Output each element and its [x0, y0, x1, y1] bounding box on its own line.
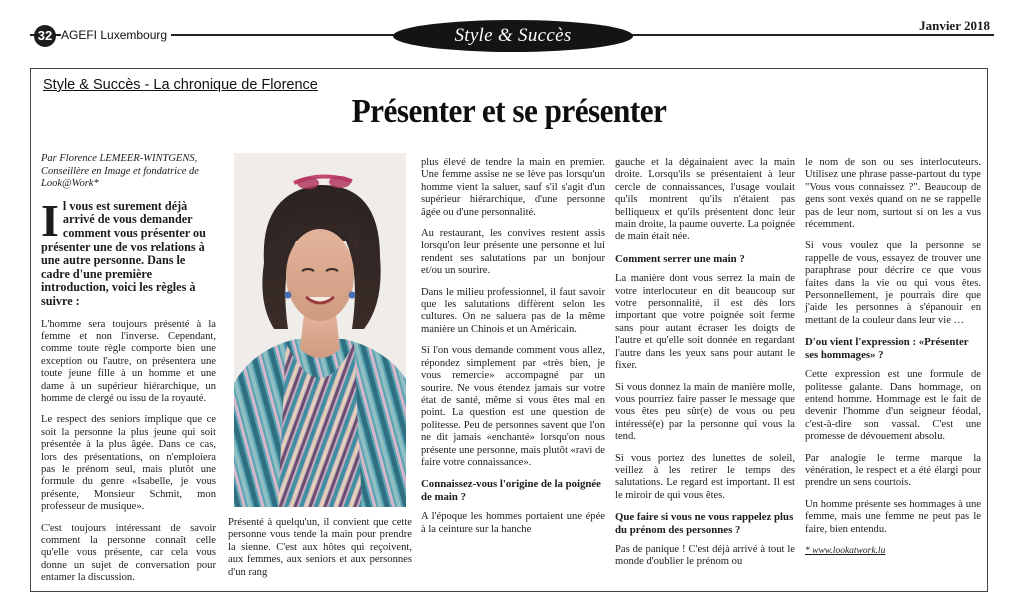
- paragraph: Dans le milieu professionnel, il faut savoir que les salutations diffèrent selon les cultures. On ne saluera pas de la même manière un Chinois et un Américain.: [421, 286, 605, 335]
- publication-name: AGEFI Luxembourg: [61, 28, 171, 42]
- column-3: [421, 157, 605, 545]
- paragraph: L'homme sera toujours présenté à la femme et non l'inverse. Cependant, comme toute règle comporte bien une exception ou l'autre, on présentera une toute jeune fille à un homme et une dame à un supérieur hiérarchique, un homme de clergé ou issu de la royauté.: [41, 318, 216, 404]
- byline: Par Florence LEMEER-WINTGENS, Conseillère en Image et fondatrice de Look@Work*: [41, 153, 199, 190]
- paragraph: Si l'on vous demande comment vous allez, répondez simplement par «très bien, je vous remercie» accompagné par un sourire. Ne vous étendez jamais sur votre état de santé, même si vous êtes mal en point. La question est une question de politesse. Peu de personnes savent que l'on ne dit jamais «enchanté» lorsqu'on nous présente une personne, mais plutôt «ravi de faire votre connaissance».: [421, 345, 605, 468]
- paragraph: Si vous donnez la main de manière molle, vous pourriez faire passer le message que vous êtes peu sûr(e) de vous ou peu intéressé(e) par la personne qui vous la tend.: [615, 381, 795, 443]
- subheading: Comment serrer une main ?: [615, 252, 745, 265]
- paragraph: C'est toujours intéressant de savoir comment la personne connaît celle qu'elle vous présente, car cela vous donne un sujet de conversation pour entamer la discussion.: [41, 522, 216, 584]
- paragraph: Pas de panique ! C'est déjà arrivé à tout le monde d'oublier le prénom ou: [615, 543, 795, 568]
- paragraph: Un homme présente ses hommages à une femme, mais une femme ne peut pas le faire, bien entendu.: [805, 498, 981, 535]
- paragraph: le nom de son ou ses interlocuteurs. Utilisez une phrase passe-partout du type "Vous vous connaissez ?". Beaucoup de gens sont vexés quand on ne se rappelle pas de leur nom, surtout si on les a vus récemment.: [805, 157, 981, 231]
- paragraph: plus élevé de tendre la main en premier. Une femme assise ne se lève pas lorsqu'un homme vient la saluer, sauf s'il s'agit d'un supérieur hiérarchique, d'une personne âgée ou d'une personnalité.: [421, 157, 605, 218]
- footnote-link[interactable]: * www.lookatwork.lu: [805, 545, 886, 556]
- column-2: [228, 517, 412, 588]
- chronicle-title: Style & Succès - La chronique de Florence: [43, 77, 318, 93]
- paragraph: Le respect des seniors implique que ce soit la personne la plus jeune qui soit présentée à la plus âgée. Dans ce cas, lors des présentations, on n'emploiera pas le prénom seul, mais plutôt une formule du genre «Isabelle, je vous présente, Monsieur Schmit, mon professeur de musique».: [41, 414, 216, 513]
- section-rubric: Style & Succès: [393, 20, 633, 52]
- intro-paragraph: [41, 194, 216, 309]
- intro-text: l vous est surement déjà arrivé de vous demander comment vous présenter ou présenter une de vos relations à une autre personne. Dans le cadre d'une première introduction, voici les règles à suivre :: [41, 198, 206, 308]
- column-5: [805, 157, 981, 566]
- subheading: Connaissez-vous l'origine de la poignée de main ?: [421, 478, 601, 503]
- column-1: [41, 153, 216, 594]
- paragraph: Cette expression est une formule de politesse galante. Dans hommage, on entend homme. Hommage est le fait de devenir l'homme d'un seigneur féodal, c'est-à-dire son vassal. C'est une promesse de dévouement absolu.: [805, 369, 981, 443]
- page-number: 32: [34, 25, 56, 47]
- issue-date: Janvier 2018: [915, 18, 990, 34]
- article-frame: [30, 68, 988, 592]
- subheading: D'ou vient l'expression : «Présenter ses hommages» ?: [805, 336, 969, 361]
- paragraph: Si vous voulez que la personne se rappelle de vous, essayez de trouver une paraphrase pour décrire ce que vous faites dans la vie ou qui vous êtes. Personnellement, je pourrais dire que j'aide les personnes à s'épanouir en mettant de la couleur dans leur vie …: [805, 240, 981, 326]
- paragraph: Au restaurant, les convives restent assis lorsqu'on leur présente une personne et lui rendent ses salutations par un bonjour et/ou un sourire.: [421, 228, 605, 277]
- paragraph: A l'époque les hommes portaient une épée à la ceinture sur la hanche: [421, 511, 605, 535]
- paragraph: La manière dont vous serrez la main de votre interlocuteur en dit beaucoup sur votre personnalité, il est dès lors important que votre poignée soit ferme sans pour autant écraser les doigts de l'autre et qu'elle soit donnée en regardant l'autre dans les yeux sans pour autant le fixer.: [615, 273, 795, 372]
- portrait-illustration: [234, 153, 406, 507]
- column-4: [615, 157, 795, 578]
- author-portrait: [234, 153, 406, 507]
- paragraph: Si vous portez des lunettes de soleil, veillez à les retirer le temps des salutations. Le regard est important. Il est le miroir de qui vous êtes.: [615, 452, 795, 501]
- subheading: Que faire si vous ne vous rappelez plus du prénom des personnes ?: [615, 511, 794, 536]
- paragraph: Par analogie le terme marque la vénération, le respect et a été élargi pour prendre un sens courtois.: [805, 452, 981, 489]
- paragraph: gauche et la dégainaient avec la main droite. Lorsqu'ils se présentaient à leur cercle de connaissances, l'usage voulait qu'ils montrent qu'ils n'étaient pas belliqueux et qu'ils présentent donc leur main droite, la paume ouverte. La poignée de main était née.: [615, 157, 795, 243]
- paragraph: Présenté à quelqu'un, il convient que cette personne vous tende la main pour prendre la sienne. C'est aux hôtes qui reçoivent, aux femmes, aux seniors et aux personnes d'un rang: [228, 517, 412, 578]
- drop-cap: I: [41, 194, 59, 246]
- headline: Présenter et se présenter: [351, 93, 667, 130]
